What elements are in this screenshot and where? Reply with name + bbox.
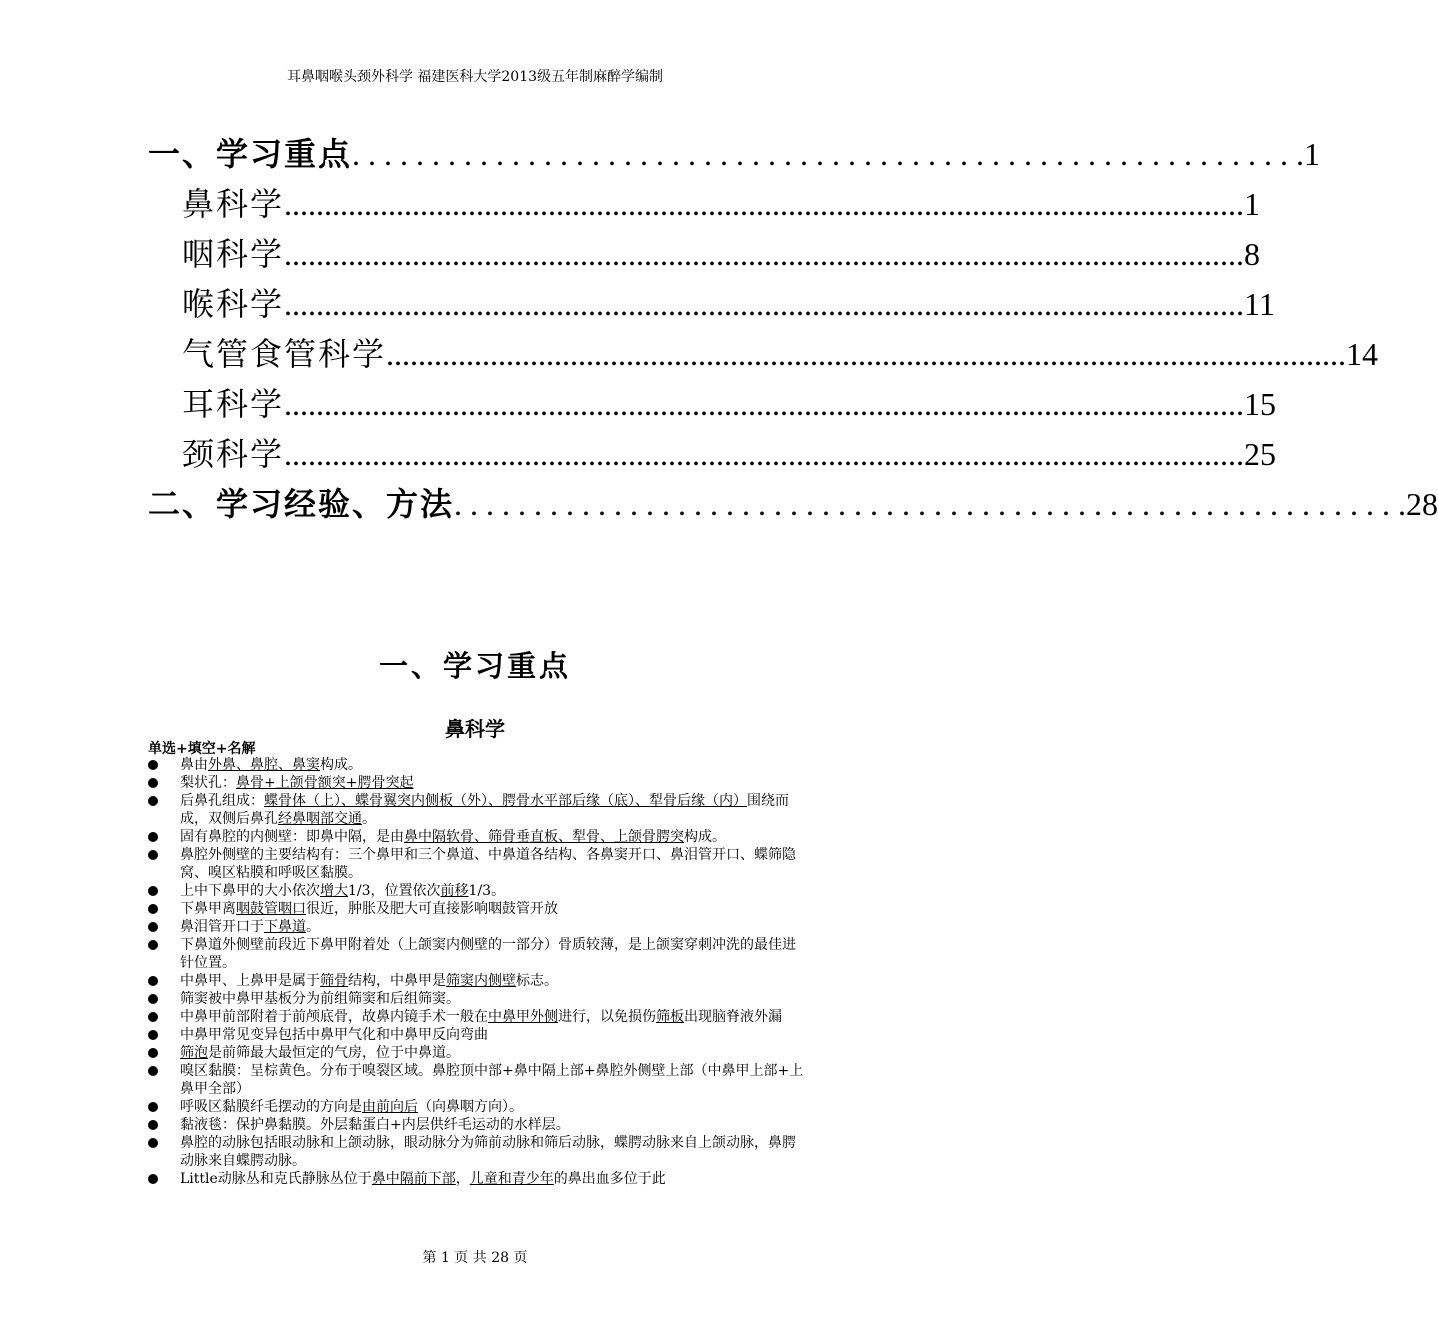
section-title: 一、学习重点 xyxy=(378,649,571,683)
toc-page-number: 8 xyxy=(1244,236,1261,272)
toc-page-number: 1 xyxy=(1304,136,1321,172)
list-item xyxy=(148,1170,808,1188)
toc-label: 一、学习重点 xyxy=(148,135,353,173)
toc-entry[interactable] xyxy=(182,228,1261,274)
list-item-text: Little动脉丛和克氏静脉丛位于鼻中隔前下部，儿童和青少年的鼻出血多位于此 xyxy=(180,1171,666,1187)
toc-page-number: 1 xyxy=(1244,186,1261,222)
list-item xyxy=(148,936,808,972)
toc-page-number: 14 xyxy=(1346,336,1379,372)
bullet-icon xyxy=(148,1048,158,1058)
bullet-icon xyxy=(148,1174,158,1184)
list-item xyxy=(148,972,808,990)
list-item xyxy=(148,1044,808,1062)
page-footer: 第 1 页 共 28 页 xyxy=(422,1250,528,1266)
toc-label: 气管食管科学 xyxy=(182,335,387,373)
bullet-icon xyxy=(148,886,158,896)
toc-leader-dots: ........................................................................................................................ xyxy=(284,386,1245,422)
page-header: 耳鼻咽喉头颈外科学 福建医科大学2013级五年制麻醉学编制 xyxy=(286,69,664,85)
list-item xyxy=(148,918,808,936)
list-item-text: 筛窦被中鼻甲基板分为前组筛窦和后组筛窦。 xyxy=(180,991,460,1007)
list-item-text: 后鼻孔组成：蝶骨体（上）、蝶骨翼突内侧板（外）、腭骨水平部后缘（底）、犁骨后缘（内）围绕而成，双侧后鼻孔经鼻咽部交通。 xyxy=(180,793,789,827)
toc-leader-dots: . . . . . . . . . . . . . . . . . . . . . . . . . . . . . . . . . . . . . . . . . . . . . . . . . . . . . . . . . . . . xyxy=(352,136,1305,172)
question-types: 单选+填空+名解 xyxy=(148,741,256,757)
list-item-text: 黏液毯：保护鼻黏膜。外层黏蛋白+内层供纤毛运动的水样层。 xyxy=(180,1117,570,1133)
bullet-list xyxy=(148,756,808,1188)
bullet-icon xyxy=(148,976,158,986)
bullet-icon xyxy=(148,796,158,806)
bullet-icon xyxy=(148,1030,158,1040)
toc-entry[interactable] xyxy=(182,378,1277,424)
toc-leader-dots: ........................................................................................................................ xyxy=(284,236,1245,272)
list-item xyxy=(148,1098,808,1116)
bullet-icon xyxy=(148,1120,158,1130)
toc-label: 咽科学 xyxy=(182,235,285,273)
list-item-text: 中鼻甲前部附着于前颅底骨，故鼻内镜手术一般在中鼻甲外侧进行，以免损伤筛板出现脑脊液外漏 xyxy=(180,1009,782,1025)
list-item-text: 梨状孔：鼻骨+上颌骨额突+腭骨突起 xyxy=(180,775,414,791)
toc-page-number: 15 xyxy=(1244,386,1277,422)
toc-label: 喉科学 xyxy=(182,285,285,323)
list-item xyxy=(148,756,808,774)
bullet-icon xyxy=(148,1138,158,1148)
list-item xyxy=(148,828,808,846)
list-item-text: 下鼻道外侧壁前段近下鼻甲附着处（上颌窦内侧壁的一部分）骨质较薄，是上颌窦穿刺冲洗的最佳进针位置。 xyxy=(180,937,796,971)
toc-leader-dots: . . . . . . . . . . . . . . . . . . . . . . . . . . . . . . . . . . . . . . . . . . . . . . . . . . . . . . . . . . . . xyxy=(454,486,1407,522)
list-item-text: 中鼻甲、上鼻甲是属于筛骨结构，中鼻甲是筛窦内侧壁标志。 xyxy=(180,973,558,989)
toc-label: 颈科学 xyxy=(182,435,285,473)
list-item xyxy=(148,792,808,828)
sub-title: 鼻科学 xyxy=(445,717,505,741)
toc-entry[interactable] xyxy=(182,178,1261,224)
bullet-icon xyxy=(148,1012,158,1022)
list-item xyxy=(148,846,808,882)
toc-page-number: 11 xyxy=(1244,286,1275,322)
bullet-icon xyxy=(148,850,158,860)
list-item xyxy=(148,1026,808,1044)
toc-entry[interactable] xyxy=(182,278,1275,324)
toc-label: 二、学习经验、方法 xyxy=(148,485,455,523)
list-item xyxy=(148,1134,808,1170)
bullet-icon xyxy=(148,1102,158,1112)
toc-leader-dots: ........................................................................................................................ xyxy=(386,336,1347,372)
list-item xyxy=(148,1062,808,1098)
list-item-text: 筛泡是前筛最大最恒定的气房，位于中鼻道。 xyxy=(180,1045,460,1061)
list-item-text: 鼻腔外侧壁的主要结构有：三个鼻甲和三个鼻道、中鼻道各结构、各鼻窦开口、鼻泪管开口、蝶筛隐窝、嗅区粘膜和呼吸区黏膜。 xyxy=(180,847,796,881)
toc-page-number: 25 xyxy=(1244,436,1277,472)
bullet-icon xyxy=(148,994,158,1004)
list-item xyxy=(148,990,808,1008)
bullet-icon xyxy=(148,760,158,770)
bullet-icon xyxy=(148,904,158,914)
list-item-text: 嗅区黏膜：呈棕黄色。分布于嗅裂区域。鼻腔顶中部+鼻中隔上部+鼻腔外侧壁上部（中鼻甲上部+上鼻甲全部） xyxy=(180,1063,804,1097)
list-item-text: 固有鼻腔的内侧壁：即鼻中隔，是由鼻中隔软骨、筛骨垂直板、犁骨、上颌骨腭突构成。 xyxy=(180,829,726,845)
list-item-text: 中鼻甲常见变异包括中鼻甲气化和中鼻甲反向弯曲 xyxy=(180,1027,488,1043)
list-item xyxy=(148,900,808,918)
list-item-text: 下鼻甲离咽鼓管咽口很近，肿胀及肥大可直接影响咽鼓管开放 xyxy=(180,901,558,917)
toc-leader-dots: ........................................................................................................................ xyxy=(284,436,1245,472)
list-item xyxy=(148,774,808,792)
bullet-icon xyxy=(148,832,158,842)
toc-entry[interactable] xyxy=(182,428,1277,474)
toc-entry[interactable] xyxy=(148,478,1438,524)
bullet-icon xyxy=(148,940,158,950)
list-item xyxy=(148,1116,808,1134)
list-item-text: 鼻腔的动脉包括眼动脉和上颌动脉，眼动脉分为筛前动脉和筛后动脉，蝶腭动脉来自上颌动脉，鼻腭动脉来自蝶腭动脉。 xyxy=(180,1135,796,1169)
toc-leader-dots: ........................................................................................................................ xyxy=(284,186,1245,222)
list-item-text: 呼吸区黏膜纤毛摆动的方向是由前向后（向鼻咽方向）。 xyxy=(180,1099,523,1115)
toc-label: 耳科学 xyxy=(182,385,285,423)
list-item-text: 鼻由外鼻、鼻腔、鼻窦构成。 xyxy=(180,757,362,773)
toc-leader-dots: ........................................................................................................................ xyxy=(284,286,1245,322)
list-item xyxy=(148,1008,808,1026)
bullet-icon xyxy=(148,922,158,932)
toc-page-number: 28 xyxy=(1406,486,1438,522)
toc-label: 鼻科学 xyxy=(182,185,285,223)
list-item-text: 上中下鼻甲的大小依次增大1/3，位置依次前移1/3。 xyxy=(180,883,506,899)
list-item-text: 鼻泪管开口于下鼻道。 xyxy=(180,919,320,935)
toc-entry[interactable] xyxy=(182,328,1379,374)
toc-entry[interactable] xyxy=(148,128,1321,174)
list-item xyxy=(148,882,808,900)
bullet-icon xyxy=(148,778,158,788)
bullet-icon xyxy=(148,1066,158,1076)
